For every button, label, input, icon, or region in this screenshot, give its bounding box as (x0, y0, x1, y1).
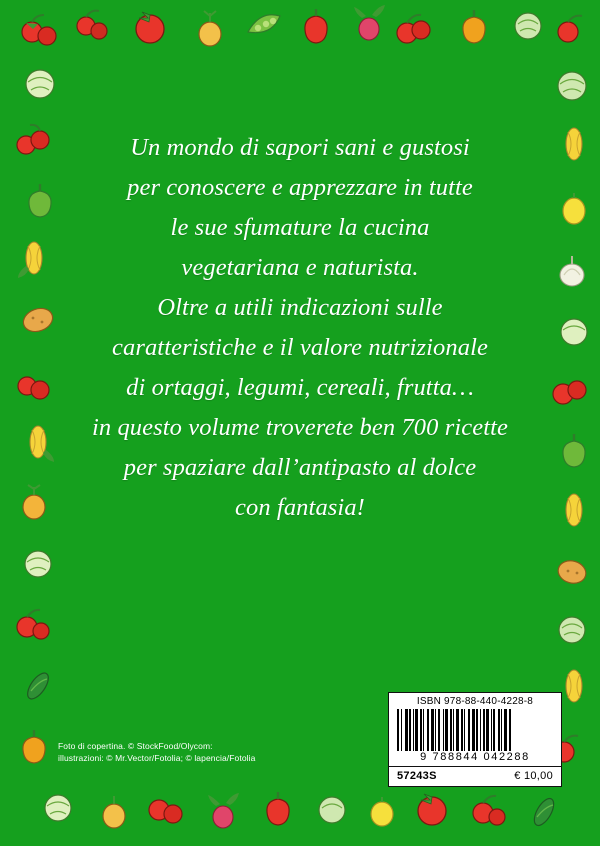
onion-icon (188, 6, 232, 50)
cherry-tomato-icon (12, 118, 56, 162)
cherry-tomato-icon (552, 6, 596, 50)
cucumber-icon (16, 664, 60, 708)
barcode-digits: 9 788844 042288 (420, 751, 530, 763)
cabbage-icon (550, 606, 594, 650)
potato-icon (16, 296, 60, 340)
cherry-tomato-icon (70, 2, 114, 46)
cherry-tomato-icon (468, 788, 512, 832)
blurb-line: Oltre a utili indicazioni sulle (157, 294, 443, 321)
blurb-line: con fantasia! (235, 494, 365, 521)
price-label: € 10,00 (514, 770, 553, 782)
blurb-line: Un mondo di sapori sani e gustosi (130, 134, 470, 161)
pea-pod-icon (242, 2, 286, 46)
blurb-line: per spaziare dall’antipasto al dolce (123, 454, 477, 481)
cabbage-icon (550, 62, 594, 106)
cucumber-icon (522, 790, 566, 834)
corn-icon (16, 420, 60, 464)
tomato-icon (410, 786, 454, 830)
photo-credits (58, 740, 255, 764)
cherry-tomato-icon (548, 368, 592, 412)
barcode-graphic (397, 709, 553, 751)
blurb-line: le sue sfumature la cucina (170, 214, 430, 241)
corn-icon (12, 236, 56, 280)
blurb-line: di ortaggi, legumi, cereali, frutta… (126, 374, 474, 401)
cherry-tomato-icon (18, 6, 62, 50)
pepper-icon (12, 724, 56, 768)
blurb-line: per conoscere e apprezzare in tutte (127, 174, 473, 201)
cabbage-icon (18, 60, 62, 104)
lemon-icon (360, 790, 404, 834)
cabbage-icon (16, 540, 60, 584)
lemon-icon (552, 186, 596, 230)
cherry-tomato-icon (392, 6, 436, 50)
isbn-barcode-block (388, 692, 562, 787)
radish-icon (348, 2, 392, 46)
credits-line-photo: Foto di copertina. © StockFood/Olycom: (58, 741, 213, 751)
cherry-tomato-icon (144, 786, 188, 830)
blurb-line: in questo volume troverete ben 700 ricette (91, 414, 509, 441)
potato-icon (550, 548, 594, 592)
pepper-icon (294, 4, 338, 48)
credits-line-illustrations: illustrazioni: © Mr.Vector/Fotolia; © lapencia/Fotolia (58, 753, 256, 763)
onion-icon (92, 790, 136, 834)
cherry-tomato-icon (12, 362, 56, 406)
product-code: 57243S (397, 770, 437, 782)
cabbage-icon (310, 788, 354, 832)
onion-icon (12, 480, 56, 524)
pepper-icon (452, 4, 496, 48)
blurb-line: vegetariana e naturista. (181, 254, 419, 281)
garlic-icon (550, 248, 594, 292)
corn-icon (552, 122, 596, 166)
radish-icon (202, 790, 246, 834)
cabbage-icon (36, 786, 80, 830)
blurb-line: caratteristiche e il valore nutrizionale (112, 334, 488, 361)
corn-icon (552, 488, 596, 532)
tomato-icon (128, 4, 172, 48)
pepper-icon (256, 786, 300, 830)
cabbage-icon (506, 2, 550, 46)
pepper-icon (552, 428, 596, 472)
back-cover-blurb (56, 128, 544, 528)
isbn-label: ISBN 978-88-440-4228-8 (416, 696, 534, 707)
cabbage-icon (552, 308, 596, 352)
cherry-tomato-icon (12, 602, 56, 646)
isbn-footer (389, 766, 561, 786)
